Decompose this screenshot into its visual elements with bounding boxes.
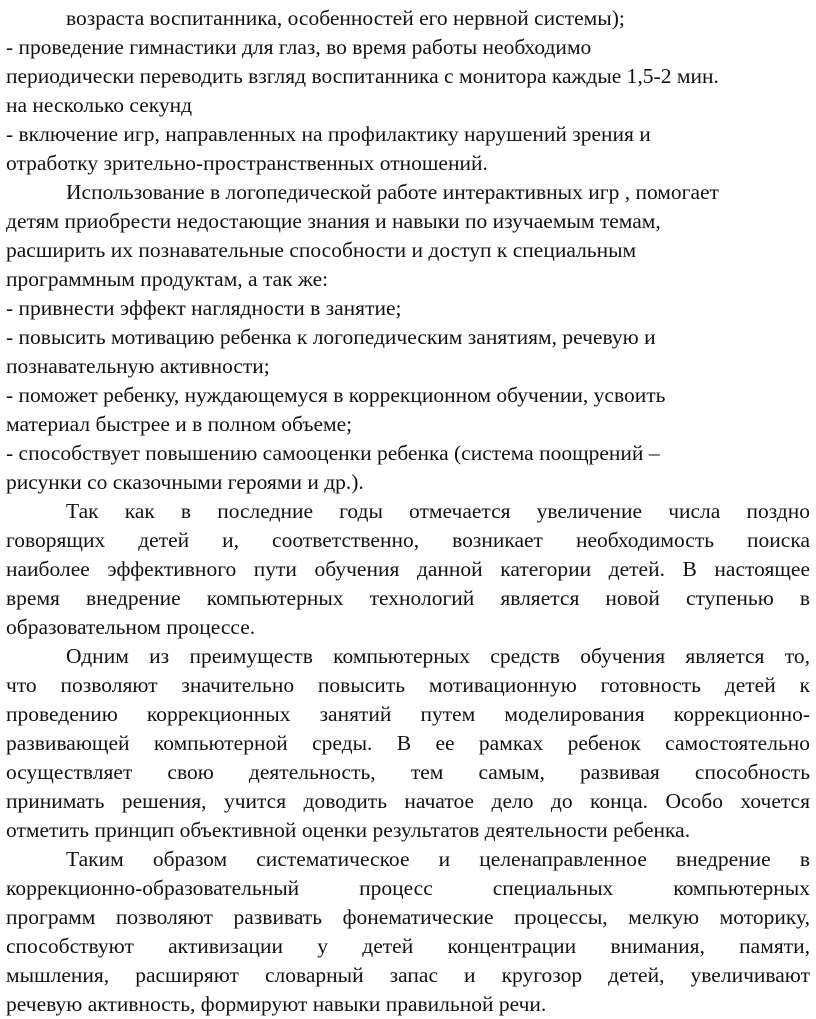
text-line: возраста воспитанника, особенностей его нервной системы);	[66, 6, 625, 30]
text-line: познавательную активности;	[6, 354, 270, 378]
paragraph-late-speaking	[6, 497, 810, 642]
text-line: способствуют активизации у детей концентрации внимания, памяти,	[6, 934, 810, 958]
text-line: рисунки со сказочными героями и др.).	[6, 470, 364, 494]
text-line: расширить их познавательные способности и доступ к специальным	[6, 238, 637, 262]
text-line: образовательном процессе.	[6, 615, 256, 639]
list-item: - поможет ребенку, нуждающемуся в коррекционном обучении, усвоить	[6, 383, 666, 407]
text-line: - включение игр, направленных на профилактику нарушений зрения и	[6, 122, 651, 146]
text-line: Так как в последние годы отмечается увеличение числа поздно	[66, 499, 810, 523]
text-line: коррекционно-образовательный процесс специальных компьютерных	[6, 876, 810, 900]
text-line: Одним из преимуществ компьютерных средств обучения является то,	[66, 644, 810, 668]
text-line: развивающей компьютерной среды. В ее рамках ребенок самостоятельно	[6, 731, 810, 755]
text-line: отработку зрительно-пространственных отношений.	[6, 151, 488, 175]
text-line: мышления, расширяют словарный запас и кругозор детей, увеличивают	[6, 963, 810, 987]
text-line: осуществляет свою деятельность, тем самым, развивая способность	[6, 760, 810, 784]
paragraph-advantages	[6, 642, 810, 845]
paragraph-conclusion	[6, 845, 810, 1019]
text-line: материал быстрее и в полном объеме;	[6, 412, 353, 436]
text-line: отметить принцип объективной оценки результатов деятельности ребенка.	[6, 818, 691, 842]
document-page	[6, 4, 810, 1019]
text-line: Таким образом систематическое и целенаправленное внедрение в	[66, 847, 810, 871]
list-item: - привнести эффект наглядности в занятие;	[6, 296, 402, 320]
text-line: говорящих детей и, соответственно, возникает необходимость поиска	[6, 528, 810, 552]
text-line: программ позволяют развивать фонематические процессы, мелкую моторику,	[6, 905, 810, 929]
text-line: наиболее эффективного пути обучения данной категории детей. В настоящее	[6, 557, 810, 581]
text-line: речевую активность, формируют навыки правильной речи.	[6, 992, 547, 1016]
paragraph-interactive-games	[6, 178, 810, 497]
text-line: детям приобрести недостающие знания и навыки по изучаемым темам,	[6, 209, 661, 233]
text-line: программным продуктам, а так же:	[6, 267, 329, 291]
text-line: время внедрение компьютерных технологий является новой ступенью в	[6, 586, 810, 610]
text-line: принимать решения, учится доводить начатое дело до конца. Особо хочется	[6, 789, 810, 813]
list-item: - способствует повышению самооценки ребенка (система поощрений –	[6, 441, 660, 465]
text-line: Использование в логопедической работе интерактивных игр , помогает	[66, 180, 719, 204]
text-line: на несколько секунд	[6, 93, 193, 117]
text-line: - проведение гимнастики для глаз, во время работы необходимо	[6, 35, 592, 59]
paragraph-continuation	[6, 4, 810, 178]
text-line: что позволяют значительно повысить мотивационную готовность детей к	[6, 673, 810, 697]
text-line: проведению коррекционных занятий путем моделирования коррекционно-	[6, 702, 810, 726]
text-line: периодически переводить взгляд воспитанника с монитора каждые 1,5-2 мин.	[6, 64, 719, 88]
list-item: - повысить мотивацию ребенка к логопедическим занятиям, речевую и	[6, 325, 656, 349]
